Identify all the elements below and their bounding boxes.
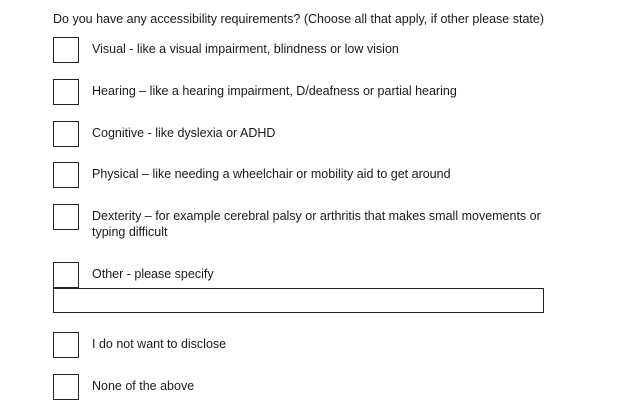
label-physical: Physical – like needing a wheelchair or mobility aid to get around xyxy=(92,167,451,181)
label-hearing: Hearing – like a hearing impairment, D/deafness or partial hearing xyxy=(92,84,457,98)
checkbox-dexterity[interactable] xyxy=(53,204,79,230)
other-specify-input[interactable] xyxy=(53,288,544,313)
checkbox-hearing[interactable] xyxy=(53,79,79,105)
label-do-not-disclose: I do not want to disclose xyxy=(92,337,227,351)
accessibility-question: Do you have any accessibility requirements? (Choose all that apply, if other please state) xyxy=(53,12,544,26)
checkbox-visual[interactable] xyxy=(53,37,79,63)
checkbox-other[interactable] xyxy=(53,262,79,288)
label-cognitive: Cognitive - like dyslexia or ADHD xyxy=(92,126,276,140)
checkbox-none[interactable] xyxy=(53,374,79,400)
checkbox-cognitive[interactable] xyxy=(53,121,79,147)
label-dexterity: Dexterity – for example cerebral palsy or arthritis that makes small movements or typing difficult xyxy=(92,209,541,239)
label-other: Other - please specify xyxy=(92,267,214,281)
checkbox-do-not-disclose[interactable] xyxy=(53,332,79,358)
label-visual: Visual - like a visual impairment, blindness or low vision xyxy=(92,42,399,56)
checkbox-physical[interactable] xyxy=(53,162,79,188)
label-none: None of the above xyxy=(92,379,195,393)
